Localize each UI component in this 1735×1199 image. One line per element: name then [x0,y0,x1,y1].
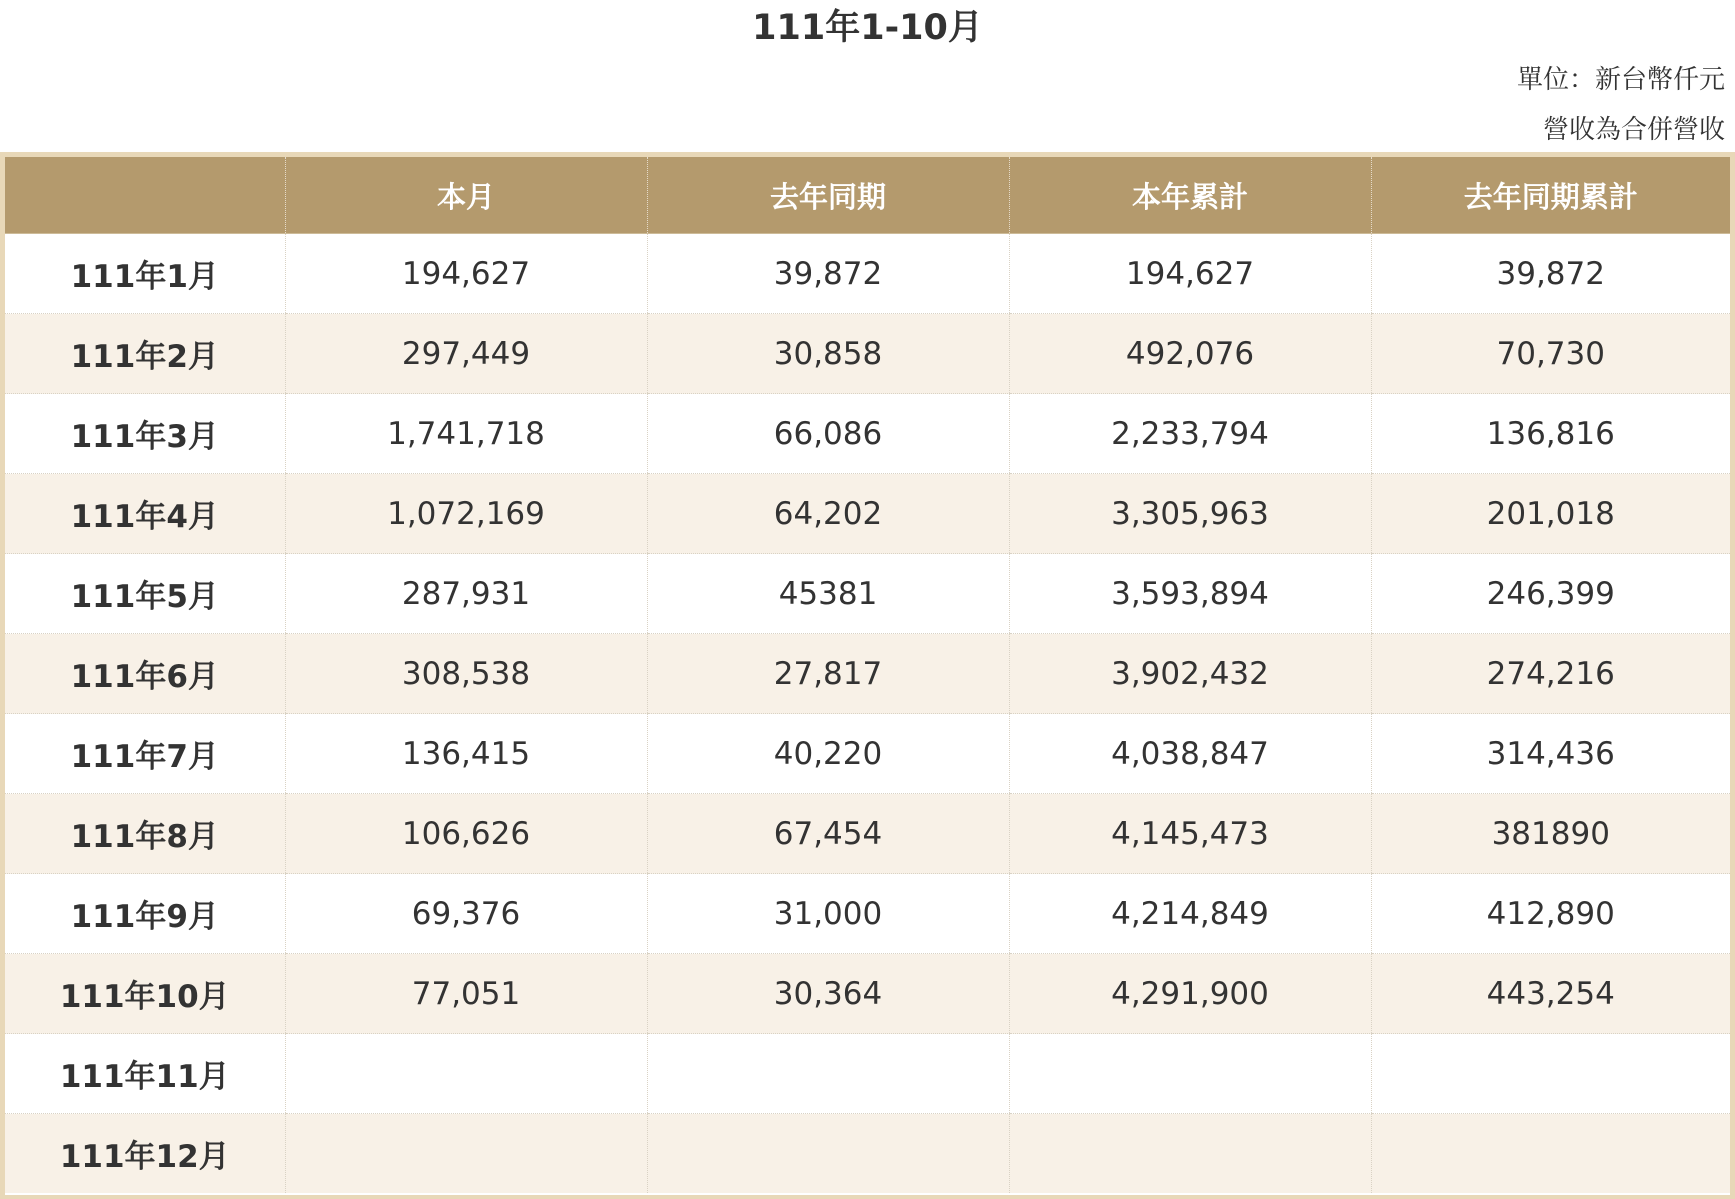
last-year-ytd-cell: 443,254 [1371,954,1730,1034]
ytd-cell: 4,145,473 [1009,794,1371,874]
last-year-cell: 27,817 [647,634,1009,714]
this-month-cell: 1,741,718 [285,394,647,474]
ytd-cell: 3,305,963 [1009,474,1371,554]
consolidated-note: 營收為合併營收 [1542,115,1725,145]
table-row [5,714,1730,794]
unit-note: 單位：新台幣仟元 [1516,65,1725,95]
month-cell: 111年2月 [5,314,285,394]
this-month-cell: 194,627 [285,234,647,314]
month-cell: 111年3月 [5,394,285,474]
this-month-cell: 106,626 [285,794,647,874]
this-month-cell [285,1114,647,1194]
ytd-cell [1009,1034,1371,1114]
last-year-ytd-cell: 39,872 [1371,234,1730,314]
this-month-cell: 136,415 [285,714,647,794]
table-row [5,954,1730,1034]
ytd-cell: 2,233,794 [1009,394,1371,474]
last-year-ytd-cell: 201,018 [1371,474,1730,554]
month-cell: 111年1月 [5,234,285,314]
ytd-cell: 492,076 [1009,314,1371,394]
table-row [5,874,1730,954]
table-row [5,634,1730,714]
table-row [5,794,1730,874]
header-month [5,157,285,234]
last-year-cell: 31,000 [647,874,1009,954]
this-month-cell: 1,072,169 [285,474,647,554]
header-this-month: 本月 [285,157,647,234]
ytd-cell [1009,1114,1371,1194]
table-row [5,314,1730,394]
this-month-cell: 297,449 [285,314,647,394]
page-title: 111年1-10月 [752,8,983,48]
ytd-cell: 4,038,847 [1009,714,1371,794]
header-row [5,157,1730,234]
month-cell: 111年10月 [5,954,285,1034]
this-month-cell [285,1034,647,1114]
last-year-ytd-cell: 70,730 [1371,314,1730,394]
table-row [5,1114,1730,1194]
ytd-cell: 3,902,432 [1009,634,1371,714]
last-year-ytd-cell: 274,216 [1371,634,1730,714]
last-year-cell: 64,202 [647,474,1009,554]
last-year-ytd-cell: 314,436 [1371,714,1730,794]
table-row [5,234,1730,314]
month-cell: 111年6月 [5,634,285,714]
last-year-cell [647,1114,1009,1194]
last-year-cell: 39,872 [647,234,1009,314]
table-row [5,394,1730,474]
last-year-cell: 30,858 [647,314,1009,394]
last-year-cell: 67,454 [647,794,1009,874]
month-cell: 111年12月 [5,1114,285,1194]
this-month-cell: 308,538 [285,634,647,714]
month-cell: 111年9月 [5,874,285,954]
ytd-cell: 3,593,894 [1009,554,1371,634]
last-year-cell: 40,220 [647,714,1009,794]
last-year-ytd-cell: 246,399 [1371,554,1730,634]
table-row [5,474,1730,554]
last-year-ytd-cell [1371,1114,1730,1194]
revenue-table [5,157,1730,1193]
this-month-cell: 77,051 [285,954,647,1034]
ytd-cell: 194,627 [1009,234,1371,314]
ytd-cell: 4,214,849 [1009,874,1371,954]
header-last-year-ytd: 去年同期累計 [1371,157,1730,234]
month-cell: 111年11月 [5,1034,285,1114]
table-row [5,1034,1730,1114]
ytd-cell: 4,291,900 [1009,954,1371,1034]
table-row [5,554,1730,634]
month-cell: 111年4月 [5,474,285,554]
last-year-ytd-cell: 381890 [1371,794,1730,874]
month-cell: 111年5月 [5,554,285,634]
last-year-cell [647,1034,1009,1114]
last-year-cell: 45381 [647,554,1009,634]
last-year-ytd-cell [1371,1034,1730,1114]
last-year-cell: 30,364 [647,954,1009,1034]
header-last-year-same-period: 去年同期 [647,157,1009,234]
month-cell: 111年8月 [5,794,285,874]
this-month-cell: 69,376 [285,874,647,954]
this-month-cell: 287,931 [285,554,647,634]
last-year-cell: 66,086 [647,394,1009,474]
revenue-table-frame [0,152,1735,1199]
header-ytd: 本年累計 [1009,157,1371,234]
last-year-ytd-cell: 136,816 [1371,394,1730,474]
month-cell: 111年7月 [5,714,285,794]
last-year-ytd-cell: 412,890 [1371,874,1730,954]
